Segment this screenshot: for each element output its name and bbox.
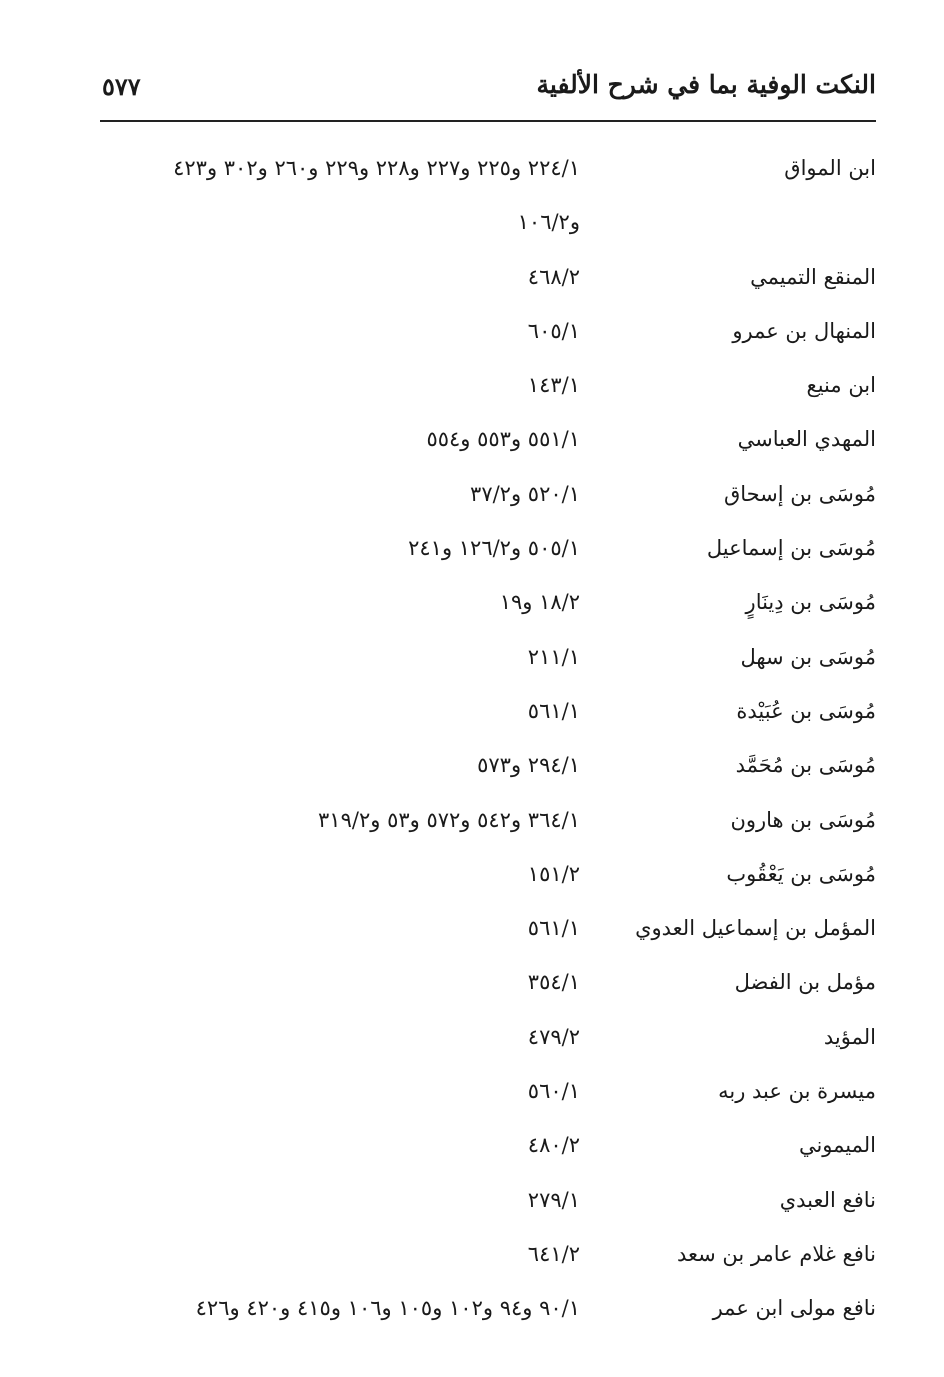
entry-name: مُوسَى بن إسحاق [723,481,876,506]
entry-name: مُوسَى بن سهل [740,644,876,669]
index-entry [100,856,876,910]
entry-references: ٤٦٨/٢ [527,264,580,289]
index-entries [100,150,876,1345]
entry-name: نافع مولى ابن عمر [712,1296,876,1321]
entry-references: ٢٧٩/١ [527,1187,580,1212]
entry-references: ١٨/٢ و١٩ [499,590,580,615]
entry-references: ٥٦٠/١ [527,1079,580,1104]
index-entry [100,964,876,1018]
index-entry [100,1073,876,1127]
entry-name: مُوسَى بن إسماعيل [706,536,876,561]
entry-name: مُوسَى بن مُحَمَّد [735,753,876,778]
entry-name: مُوسَى بن يَعْقُوب [726,861,876,886]
entry-references: ٥٦١/١ [527,916,580,941]
header-divider [100,120,876,122]
index-entry [100,259,876,313]
entry-references: ٢١١/١ [527,644,580,669]
entry-references: ٥٦١/١ [527,698,580,723]
entry-references: ٤٧٩/٢ [527,1024,580,1049]
entry-name: المنهال بن عمرو [732,318,876,343]
entry-name: نافع غلام عامر بن سعد [676,1241,876,1266]
entry-name: ابن المواق [784,156,876,180]
index-entry [100,584,876,638]
entry-name: المنقع التميمي [750,264,876,289]
index-entry [100,1182,876,1236]
entry-references: ٩٠/١ و٩٤ و١٠٢ و١٠٥ و١٠٦ و٤١٥ و٤٢٠ و٤٢٦ [195,1296,580,1321]
entry-name: الميموني [798,1133,876,1158]
index-entry [100,693,876,747]
index-entry [100,910,876,964]
index-entry [100,1236,876,1290]
entry-references: ٢٩٤/١ و٥٧٣ [477,753,580,778]
index-entry [100,1019,876,1073]
entry-name: ابن منيع [806,373,876,398]
entry-name: مُوسَى بن دِينَارٍ [745,590,876,615]
index-entry [100,476,876,530]
entry-name: نافع العبدي [779,1187,876,1212]
entry-references: ١٥١/٢ [527,861,580,886]
index-entry [100,802,876,856]
entry-references: ٣٥٤/١ [527,970,580,995]
entry-name: مؤمل بن الفضل [734,970,876,995]
running-title: النكت الوفية بما في شرح الألفية [536,70,876,99]
entry-name: مُوسَى بن عُبَيْدة [736,698,876,723]
index-entry [100,747,876,801]
index-entry [100,639,876,693]
entry-references: ٦٤١/٢ [527,1241,580,1266]
entry-references: ٥٥١/١ و٥٥٣ و٥٥٤ [426,427,580,452]
entry-name: المهدي العباسي [737,427,876,452]
entry-name: مُوسَى بن هارون [730,807,876,832]
entry-references: ٥٢٠/١ و٣٧/٢ [470,481,580,506]
entry-name: المؤيد [823,1024,876,1049]
entry-name: ميسرة بن عبد ربه [718,1079,876,1104]
entry-references: و١٠٦/٢ [517,210,580,235]
index-entry [100,150,876,204]
entry-name: المؤمل بن إسماعيل العدوي [635,916,876,941]
entry-references: ٢٢٤/١ و٢٢٥ و٢٢٧ و٢٢٨ و٢٢٩ و٢٦٠ و٣٠٢ و٤٢٣ [173,156,580,180]
entry-references: ٤٨٠/٢ [527,1133,580,1158]
index-entry [100,421,876,475]
entry-references: ٦٠٥/١ [527,318,580,343]
entry-references: ١٤٣/١ [527,373,580,398]
page-number: ٥٧٧ [102,72,141,101]
index-entry [100,530,876,584]
index-entry [100,367,876,421]
index-entry [100,204,876,258]
index-entry [100,1127,876,1181]
index-entry [100,313,876,367]
entry-references: ٣٦٤/١ و٥٤٢ و٥٧٢ و٥٣ و٣١٩/٢ [318,807,580,832]
index-entry [100,1290,876,1344]
entry-references: ٥٠٥/١ و١٢٦/٢ و٢٤١ [408,536,580,561]
page-header [100,70,876,114]
